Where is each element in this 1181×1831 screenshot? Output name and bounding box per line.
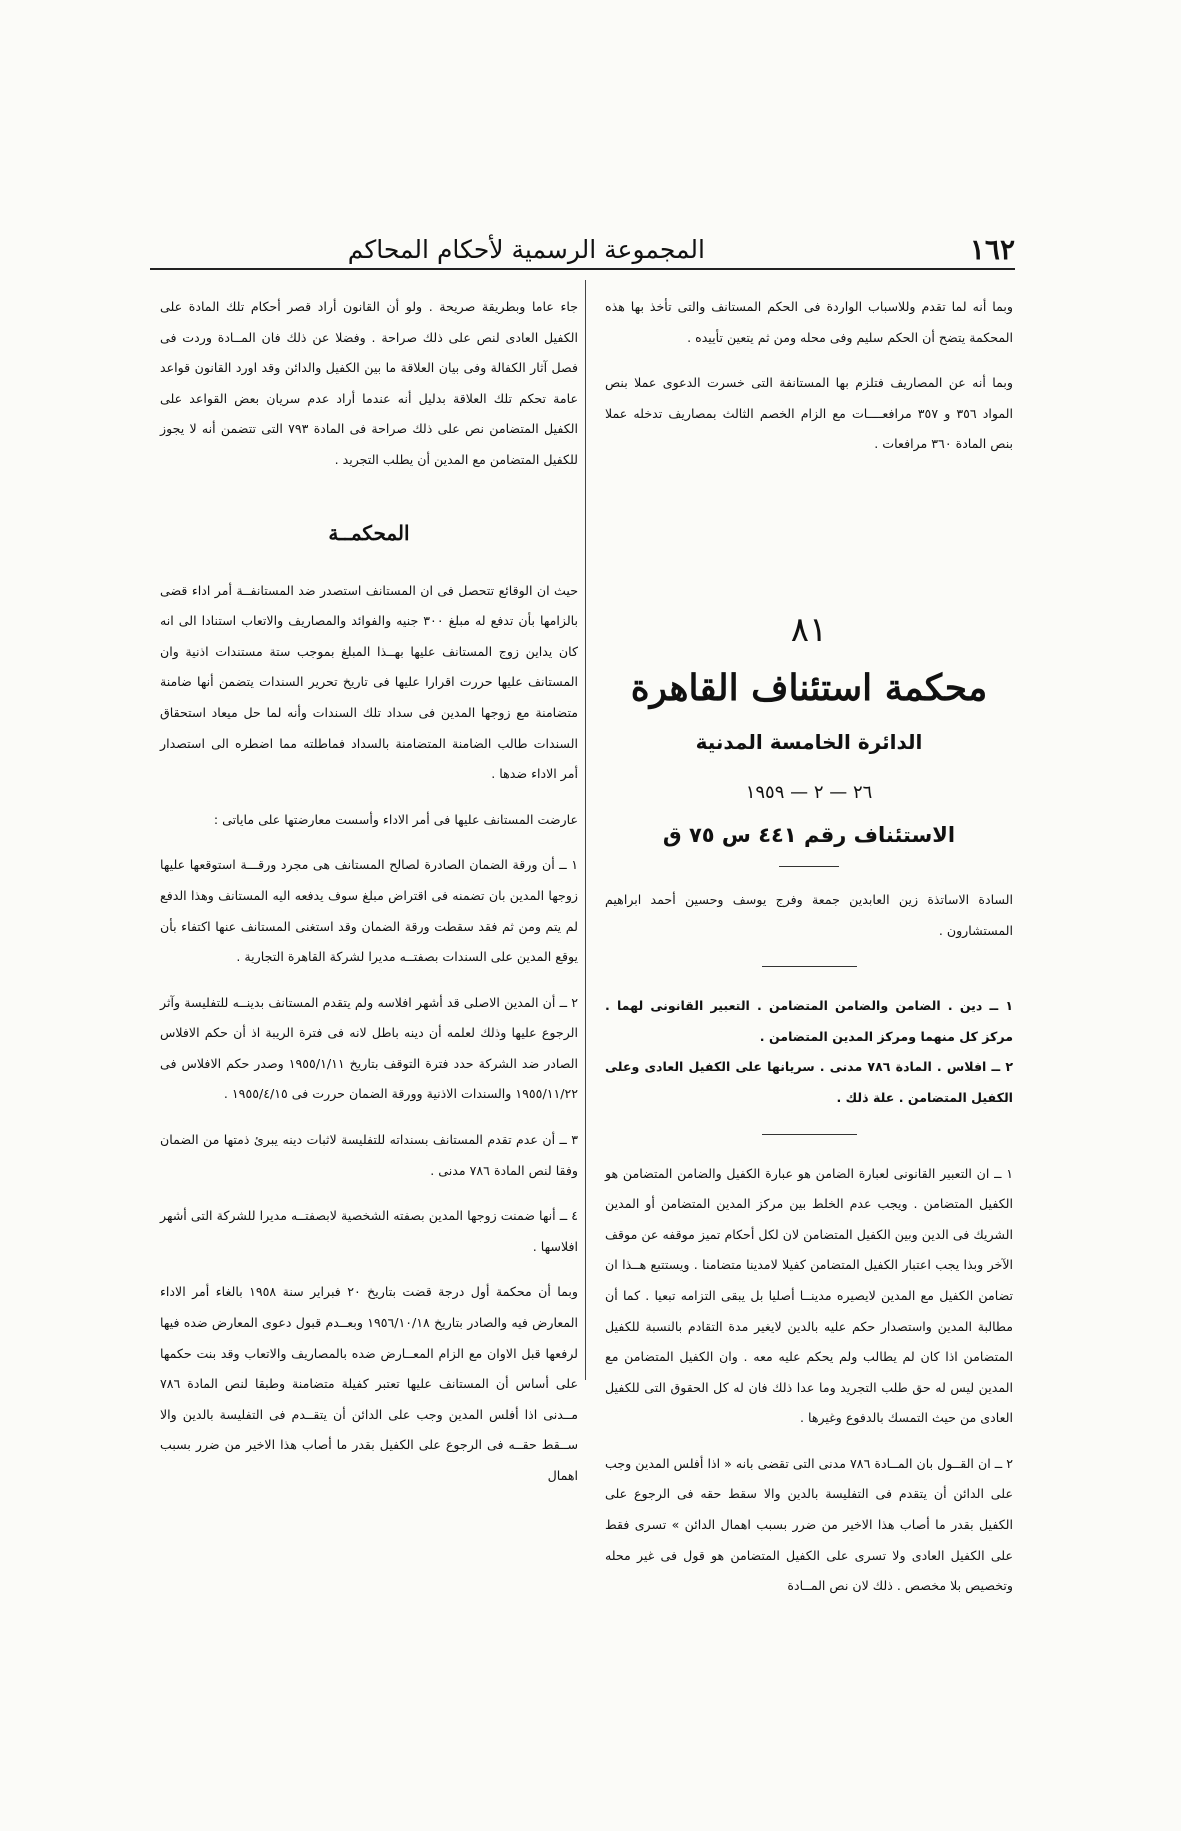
court-circuit: الدائرة الخامسة المدنية bbox=[695, 729, 923, 754]
right-column bbox=[605, 292, 1013, 1602]
page-header bbox=[150, 233, 1015, 269]
appeal-number: الاستئناف رقم ٤٤١ س ٧٥ ق bbox=[662, 822, 956, 847]
section-heading: المحكمــة bbox=[328, 520, 410, 545]
column-divider bbox=[585, 280, 586, 1380]
left-column bbox=[160, 292, 578, 1492]
case-number: ٨١ bbox=[790, 609, 828, 650]
paragraph: وبما أنه لما تقدم وللاسباب الواردة فى الحكم المستانف والتى تأخذ بها هذه المحكمة يتضح أن الحكم سليم وفى محله ومن ثم يتعين تأييده . bbox=[605, 299, 1013, 345]
page-number: ١٦٢ bbox=[969, 233, 1015, 266]
headnote: ٢ ــ افلاس . المادة ٧٨٦ مدنى . سريانها على الكفيل العادى وعلى الكفيل المتضامن . علة ذلك . bbox=[605, 1059, 1013, 1105]
judgment-date: ٢٦ — ٢ — ١٩٥٩ bbox=[745, 781, 873, 803]
divider bbox=[762, 1134, 857, 1135]
headnote: ١ ــ دين . الضامن والضامن المتضامن . التعبير القانونى لهما . مركز كل منهما ومركز المدين المتضامن . bbox=[605, 998, 1013, 1044]
paragraph: ٣ ــ أن عدم تقدم المستانف بسنداته للتفليسة لاثبات دينه يبرئ ذمتها من الضمان وفقا لنص المادة ٧٨٦ مدنى . bbox=[160, 1132, 578, 1178]
court-name: محكمة استئناف القاهرة bbox=[630, 666, 988, 709]
paragraph: جاء عاما وبطريقة صريحة . ولو أن القانون أراد قصر أحكام تلك المادة على الكفيل العادى لنص على ذلك صراحة . وفضلا عن ذلك فان المــادة وردت فى فصل آثار الكفالة وفى بيان العلاقة ما بين الكفيل والدائن وقد اورد القانون قواعد عامة تحكم تلك العلاقة بدليل أنه عندما أراد عدم سريان بعض القواعد على الكفيل المتضامن نص على ذلك صراحة فى المادة ٧٩٣ التى تتضمن أنه لا يجوز للكفيل المتضامن مع المدين أن يطلب التجريد . bbox=[160, 299, 579, 467]
paragraph: عارضت المستانف عليها فى أمر الاداء وأسست معارضتها على ماياتى : bbox=[213, 811, 578, 827]
paragraph: وبما أنه عن المصاريف فتلزم بها المستانفة التى خسرت الدعوى عملا بنص المواد ٣٥٦ و ٣٥٧ مرافعــــات مع الزام الخصم الثالث بمصاريف تدخله عملا بنص المادة ٣٦٠ مرافعات . bbox=[605, 375, 1013, 452]
paragraph: ٢ ــ أن المدين الاصلى قد أشهر افلاسه ولم يتقدم المستانف بدينــه للتفليسة وآثر الرجوع عليها وذلك لعلمه أن دينه باطل لانه فى فترة الريبة اذ أن حكم الافلاس الصادر ضد الشركة حدد فترة التوقف بتاريخ ١٩٥٥/١/١١ وصدر حكم الافلاس فى ١٩٥٥/١١/٢٢ والسندات الاذنية وورقة الضمان حررت فى ١٩٥٥/٤/١٥ . bbox=[160, 994, 578, 1102]
running-title: المجموعة الرسمية لأحكام المحاكم bbox=[347, 235, 705, 264]
divider bbox=[762, 966, 857, 967]
paragraph: حيث ان الوقائع تتحصل فى ان المستانف استصدر ضد المستانفــة أمر اداء قضى بالزامها بأن تدفع له مبلغ ٣٠٠ جنيه والفوائد والمصاريف والاتعاب استنادا الى انه كان يداين زوج المستانف عليها بهــذا المبلغ بموجب ستة مستندات اذنية وان المستانف عليها حررت اقرارا عليها فى تاريخ تحرير السندات يتضمن أنها ضامنة متضامنة مع زوجها المدين فى سداد تلك السندات وأنه لما حل ميعاد استحقاق السندات طالب الضامنة المتضامنة بالسداد فماطلته مما اضطره الى استصدار أمر الاداء ضدها . bbox=[160, 582, 579, 782]
principle-paragraph: ٢ ــ ان القــول بان المــادة ٧٨٦ مدنى التى تقضى بانه « اذا أفلس المدين وجب على الدائن أن يتقدم فى التفليسة بالدين والا سقط حقه فى الرجوع على الكفيل بقدر ما أصاب هذا الاخير من ضرر بسبب اهمال الدائن » تسرى فقط على الكفيل العادى ولا تسرى على الكفيل المتضامن هو قول فى غير محله وتخصيص بلا مخصص . ذلك لان نص المــادة bbox=[605, 1455, 1013, 1594]
principle-paragraph: ١ ــ ان التعبير القانونى لعبارة الضامن هو عبارة الكفيل والضامن المتضامن هو الكفيل المتضامن . ويجب عدم الخلط بين مركز المدين المتضامن أو المدين الشريك فى الدين وبين الكفيل المتضامن لان لكل أحكام تميز موقفه عن موقف الآخر وبذا يجب اعتبار الكفيل المتضامن كفيلا لامدينا متضامنا . ويستتبع هــذا ان تضامن الكفيل مع المدين لايصيره مدينــا أصليا بل يبقى التزامه تبعيا . كما أن مطالبة المدين واستصدار حكم عليه بالدين لايغير مدة التقادم بالنسبة للكفيل المتضامن اذا كان لم يطالب ولم يحكم عليه معه . وان الكفيل المتضامن مع المدين ليس له حق طلب التجريد وما عدا ذلك فان له كل الحقوق التى للكفيل العادى من حيث التمسك بالدفوع وغيرها . bbox=[605, 1165, 1013, 1426]
divider bbox=[779, 866, 839, 867]
paragraph: ٤ ــ أنها ضمنت زوجها المدين بصفته الشخصية لابصفتــه مديرا للشركة التى أشهر افلاسها . bbox=[160, 1208, 578, 1254]
judges-paragraph: السادة الاساتذة زين العابدين جمعة وفرج يوسف وحسين أحمد ابراهيم المستشارون . bbox=[605, 891, 1013, 938]
header-rule bbox=[150, 268, 1015, 270]
paragraph: ١ ــ أن ورقة الضمان الصادرة لصالح المستانف هى مجرد ورقـــة استوقعها عليها زوجها المدين بان تضمنه فى اقتراض مبلغ سوف يدفعه اليه المستانف وهذا الدفع لم يتم ومن ثم فقد سقطت ورقة الضمان وقد استغنى المستانف عنها اكتفاء بأن يوقع المدين على السندات بصفتــه مديرا لشركة القاهرة التجارية . bbox=[160, 857, 578, 965]
paragraph: وبما أن محكمة أول درجة قضت بتاريخ ٢٠ فبراير سنة ١٩٥٨ بالغاء أمر الاداء المعارض فيه والصادر بتاريخ ١٩٥٦/١٠/١٨ وبعــدم قبول دعوى المعارض ضده فيها لرفعها قبل الاوان مع الزام المعــارض ضده بالمصاريف والاتعاب وقد بنت حكمها على أساس أن المستانف عليها تعتبر كفيلة متضامنة وطبقا لنص المادة ٧٨٦ مــدنى اذا أفلس المدين وجب على الدائن أن يتقــدم فى التفليسة بالدين والا ســقط حقــه فى الرجوع على الكفيل بقدر ما أصاب هذا الاخير من ضرر بسبب اهمال bbox=[160, 1284, 578, 1483]
